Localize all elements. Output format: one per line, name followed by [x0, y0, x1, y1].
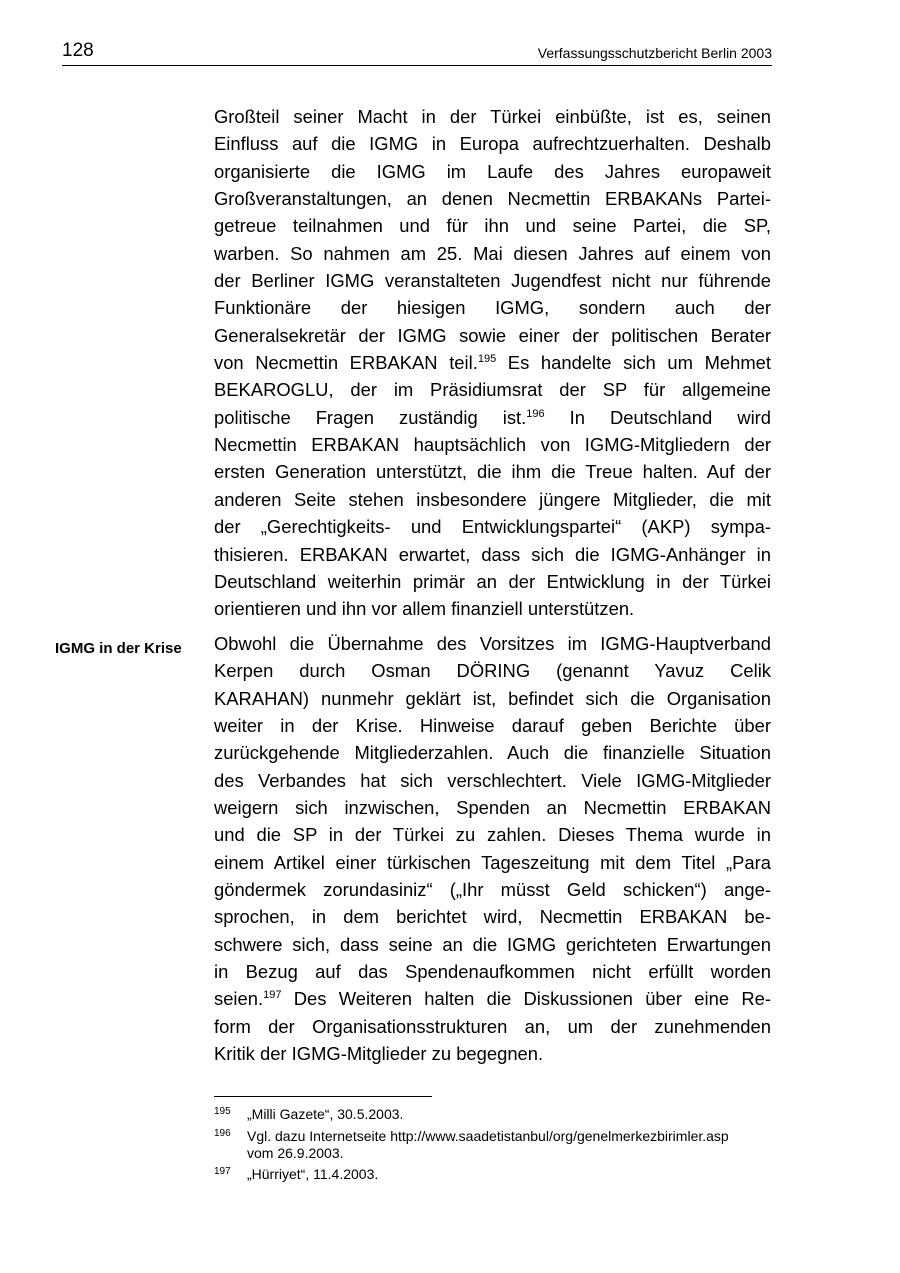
body-paragraph-2	[214, 630, 771, 1068]
text-line: des Verbandes hat sich verschlechtert. Viele IGMG-Mitglieder	[214, 769, 771, 791]
footnote-ref-197[interactable]: 197	[263, 989, 282, 1002]
text-line: getreue teilnahmen und für ihn und seine Partei, die SP,	[214, 215, 771, 237]
text-segment: seien.	[214, 988, 264, 1010]
footnote-text	[247, 1128, 777, 1162]
text-line	[214, 404, 771, 431]
footnote-text-line: vom 26.9.2003.	[247, 1145, 344, 1161]
text-segment: von Necmettin ERBAKAN teil.	[214, 352, 478, 374]
page-number: 128	[62, 40, 94, 61]
text-line: Großveranstaltungen, an denen Necmettin ERBAKANs Partei-	[214, 188, 771, 210]
text-line: Großteil seiner Macht in der Türkei einbüßte, ist es, seinen	[214, 106, 771, 127]
text-line: Deutschland weiterhin primär an der Entwicklung in der Türkei	[214, 570, 771, 592]
text-line	[214, 349, 771, 376]
text-line: warben. So nahmen am 25. Mai diesen Jahres auf einem von	[214, 242, 771, 264]
text-line: weiter in der Krise. Hinweise darauf geben Berichte über	[214, 715, 771, 737]
footnote-number: 196	[214, 1128, 231, 1139]
text-line: der Berliner IGMG veranstalteten Jugendfest nicht nur führende	[214, 270, 771, 292]
text-line: der „Gerechtigkeits- und Entwicklungspartei“ (AKP) sympa-	[214, 516, 771, 538]
text-line: ersten Generation unterstützt, die ihm die Treue halten. Auf der	[214, 461, 771, 483]
text-line: zurückgehende Mitgliederzahlen. Auch die finanzielle Situation	[214, 742, 771, 764]
text-segment: Es handelte sich um Mehmet	[496, 352, 772, 374]
text-line: orientieren und ihn vor allem finanziell unterstützen.	[214, 598, 635, 620]
footnote-separator	[214, 1096, 432, 1097]
text-line: einem Artikel einer türkischen Tageszeitung mit dem Titel „Para	[214, 851, 771, 873]
text-line: göndermek zorundasiniz“ („Ihr müsst Geld schicken“) ange-	[214, 879, 771, 901]
text-line: BEKAROGLU, der im Präsidiumsrat der SP für allgemeine	[214, 379, 771, 401]
footnote-text-line: Vgl. dazu Internetseite http://www.saadetistanbul/org/genelmerkezbirimler.asp	[247, 1128, 729, 1144]
text-line: Obwohl die Übernahme des Vorsitzes im IGMG-Hauptverband	[214, 633, 771, 654]
text-line: anderen Seite stehen insbesondere jüngere Mitglieder, die mit	[214, 488, 771, 510]
footnote-ref-195[interactable]: 195	[477, 353, 497, 366]
text-line: sprochen, in dem berichtet wird, Necmettin ERBAKAN be-	[214, 906, 771, 928]
body-paragraph-1	[214, 103, 771, 623]
footnote-number: 195	[214, 1106, 231, 1117]
text-line: Kritik der IGMG-Mitglieder zu begegnen.	[214, 1043, 544, 1065]
text-line: thisieren. ERBAKAN erwartet, dass sich die IGMG-Anhänger in	[214, 543, 771, 565]
text-line: KARAHAN) nunmehr geklärt ist, befindet sich die Organisation	[214, 687, 771, 709]
text-line: in Bezug auf das Spendenaufkommen nicht erfüllt worden	[214, 961, 771, 983]
text-segment: In Deutschland wird	[544, 406, 772, 428]
footnote-text: „Milli Gazete“, 30.5.2003.	[247, 1106, 404, 1122]
text-line	[214, 985, 771, 1012]
footnote-text: „Hürriyet“, 11.4.2003.	[247, 1166, 379, 1182]
page-header	[62, 38, 772, 66]
text-segment: politische Fragen zuständig ist.	[214, 406, 527, 428]
text-line: form der Organisationsstrukturen an, um der zunehmenden	[214, 1015, 771, 1037]
text-line: Einfluss auf die IGMG in Europa aufrechtzuerhalten. Deshalb	[214, 133, 771, 155]
text-segment: Des Weiteren halten die Diskussionen über eine Re-	[281, 988, 771, 1010]
text-line: weigern sich inzwischen, Spenden an Necmettin ERBAKAN	[214, 797, 771, 819]
footnote-ref-196[interactable]: 196	[526, 407, 545, 420]
text-line: und die SP in der Türkei zu zahlen. Dieses Thema wurde in	[214, 824, 771, 846]
footnote-number: 197	[214, 1166, 231, 1177]
text-line: Funktionäre der hiesigen IGMG, sondern auch der	[214, 297, 771, 319]
text-line: schwere sich, dass seine an die IGMG gerichteten Erwartungen	[214, 933, 771, 955]
margin-heading: IGMG in der Krise	[55, 640, 182, 657]
text-line: organisierte die IGMG im Laufe des Jahres europaweit	[214, 160, 771, 182]
text-line: Necmettin ERBAKAN hauptsächlich von IGMG-Mitgliedern der	[214, 434, 771, 456]
text-line: Generalsekretär der IGMG sowie einer der politischen Berater	[214, 324, 771, 346]
running-title: Verfassungsschutzbericht Berlin 2003	[537, 45, 772, 61]
text-line: Kerpen durch Osman DÖRING (genannt Yavuz Celik	[214, 660, 771, 682]
